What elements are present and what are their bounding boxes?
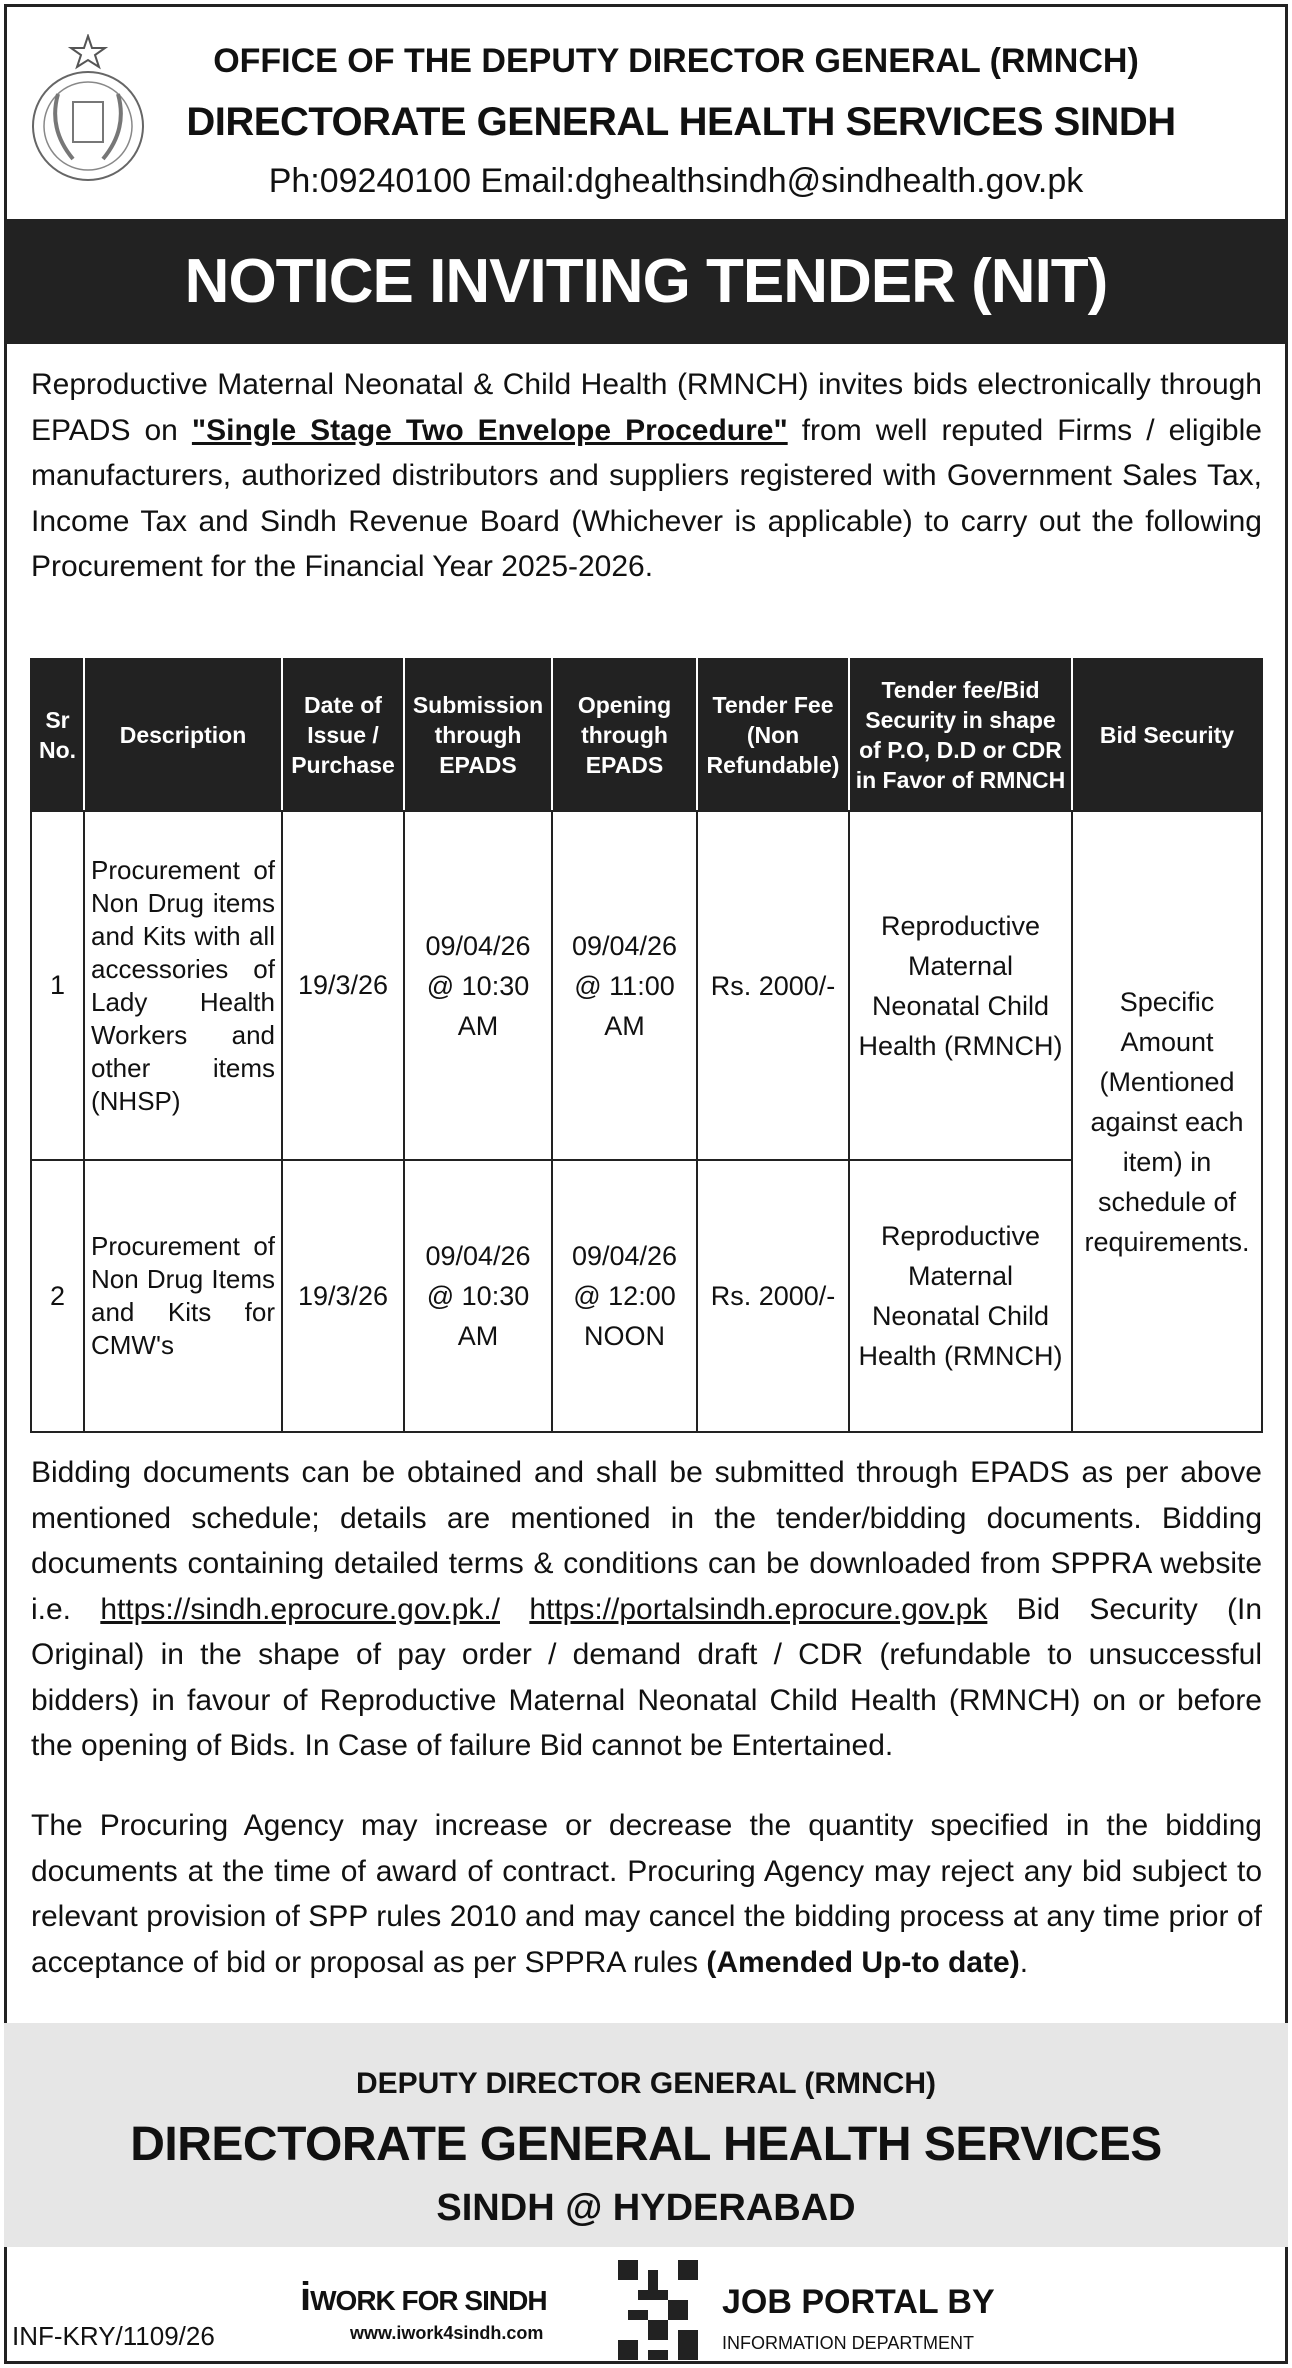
- directorate-title: DIRECTORATE GENERAL HEALTH SERVICES SINDH: [186, 100, 1176, 144]
- table-header-row: [31, 659, 1262, 811]
- fee-cell: Rs. 2000/-: [697, 1160, 849, 1432]
- iwork-site: www.iwork4sindh.com: [350, 2323, 544, 2343]
- office-title: OFFICE OF THE DEPUTY DIRECTOR GENERAL (RMNCH): [213, 42, 1139, 80]
- notice-title: NOTICE INVITING TENDER (NIT): [184, 247, 1108, 316]
- signature-line2: DIRECTORATE GENERAL HEALTH SERVICES: [130, 2118, 1162, 2171]
- qr-code-icon[interactable]: [618, 2259, 698, 2361]
- favor-cell: Reproductive Maternal Neonatal Child Health (RMNCH): [849, 811, 1072, 1160]
- description-cell: Procurement of Non Drug items and Kits with all accessories of Lady Health Workers and other items (NHSP): [84, 811, 282, 1160]
- information-department: INFORMATION DEPARTMENT: [722, 2333, 974, 2353]
- sr-cell: 1: [31, 811, 84, 1160]
- table-row: [31, 811, 1262, 1160]
- signature-line1: DEPUTY DIRECTOR GENERAL (RMNCH): [355, 2067, 937, 2100]
- fee-cell: Rs. 2000/-: [697, 811, 849, 1160]
- sppra-link[interactable]: https://sindh.eprocure.gov.pk./: [100, 1592, 500, 1626]
- signature-line3: SINDH @ HYDERABAD: [436, 2187, 856, 2229]
- favor-cell: Reproductive Maternal Neonatal Child Health (RMNCH): [849, 1160, 1072, 1432]
- bid-security-cell: Specific Amount (Mentioned against each item) in schedule of requirements.: [1072, 811, 1262, 1432]
- signature-block: [4, 2023, 1288, 2247]
- portal-link[interactable]: https://portalsindh.eprocure.gov.pk: [529, 1592, 988, 1626]
- issue-cell: 19/3/26: [282, 811, 404, 1160]
- col-favor: Tender fee/Bid Security in shape of P.O, D.D or CDR in Favor of RMNCH: [849, 659, 1072, 811]
- opening-cell: 09/04/26 @ 11:00 AM: [552, 811, 697, 1160]
- notice-banner: [4, 219, 1288, 344]
- contact-line: Ph:09240100 Email:dghealthsindh@sindhealth.gov.pk: [268, 162, 1084, 200]
- footer: [0, 2247, 1292, 2368]
- opening-cell: 09/04/26 @ 12:00 NOON: [552, 1160, 697, 1432]
- col-submission: Submission through EPADS: [404, 659, 552, 811]
- job-portal-label: JOB PORTAL BY: [722, 2283, 995, 2321]
- col-sr: Sr No.: [31, 659, 84, 811]
- col-tender-fee: Tender Fee (Non Refundable): [697, 659, 849, 811]
- issue-cell: 19/3/26: [282, 1160, 404, 1432]
- col-issue-date: Date of Issue / Purchase: [282, 659, 404, 811]
- intro-paragraph: Reproductive Maternal Neonatal & Child Health (RMNCH) invites bids electronically through EPADS on "Single Stage Two Envelope Procedure" from well reputed Firms / eligible manufacturers, authorized distributors and suppliers registered with Government Sales Tax, Income Tax and Sindh Revenue Board (Whichever is applicable) to carry out the following Procurement for the Financial Year 2025-2026.: [31, 368, 1262, 583]
- bidding-documents-paragraph: Bidding documents can be obtained and shall be submitted through EPADS as per above mentioned schedule; details are mentioned in the tender/bidding documents. Bidding documents containing detailed terms & conditions can be downloaded from SPPRA website i.e. https://sindh.eprocure.gov.pk./ https://portalsindh.eprocure.gov.pk Bid Security (In Original) in the shape of pay order / demand draft / CDR (refundable to unsuccessful bidders) in favour of Reproductive Maternal Neonatal Child Health (RMNCH) on or before the opening of Bids. In Case of failure Bid cannot be Entertained.: [31, 1456, 1262, 1762]
- sr-cell: 2: [31, 1160, 84, 1432]
- submission-cell: 09/04/26 @ 10:30 AM: [404, 1160, 552, 1432]
- tender-table: [30, 658, 1263, 1433]
- reference-number: INF-KRY/1109/26: [12, 2321, 215, 2351]
- col-opening: Opening through EPADS: [552, 659, 697, 811]
- procuring-agency-paragraph: The Procuring Agency may increase or decrease the quantity specified in the bidding documents at the time of award of contract. Procuring Agency may reject any bid subject to relevant provision of SPP rules 2010 and may cancel the bidding process at any time prior of acceptance of bid or proposal as per SPPRA rules (Amended Up-to date).: [31, 1809, 1262, 1979]
- submission-cell: 09/04/26 @ 10:30 AM: [404, 811, 552, 1160]
- description-cell: Procurement of Non Drug Items and Kits for CMW's: [84, 1160, 282, 1432]
- col-bid-security: Bid Security: [1072, 659, 1262, 811]
- iwork-logo: iWORK FOR SINDH: [300, 2275, 547, 2319]
- col-description: Description: [84, 659, 282, 811]
